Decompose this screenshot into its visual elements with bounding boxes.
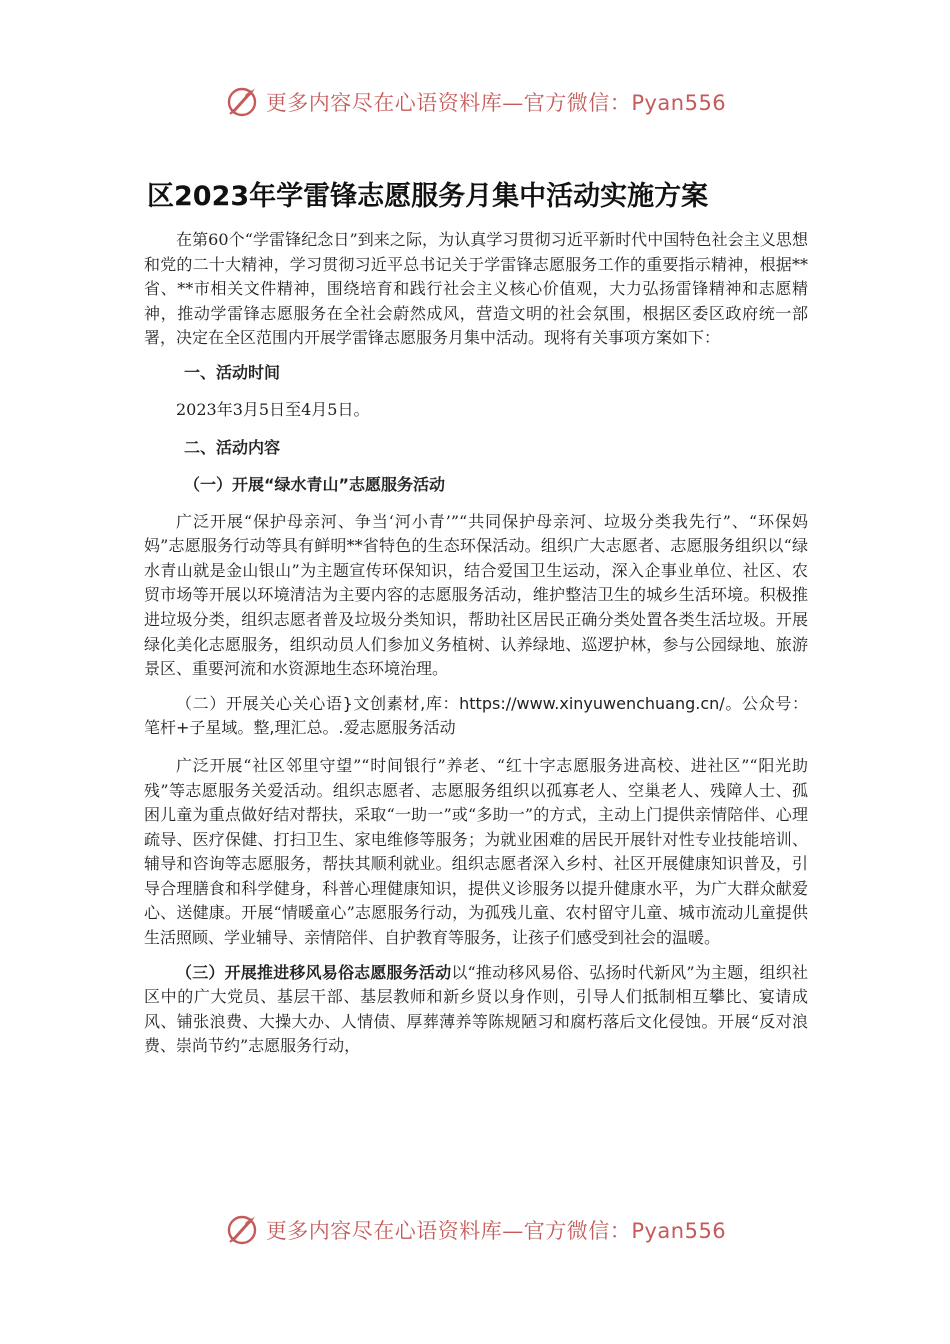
section-time-text: 2023年3月5日至4月5日。 — [176, 399, 370, 419]
document-title: 区2023年学雷锋志愿服务月集中活动实施方案 — [147, 181, 709, 212]
header-banner — [0, 82, 950, 122]
document-body — [144, 228, 808, 1059]
section-heading-content: 二、活动内容 — [184, 437, 281, 457]
banner-text: 更多内容尽在心语资料库—官方微信：Pyan556 — [265, 91, 727, 115]
footer-banner — [0, 1210, 950, 1250]
quill-logo-icon — [224, 84, 260, 120]
wechat-id: Pyan556 — [631, 91, 727, 115]
subsection-customs-text: 以“推动移风易俗、弘扬时代新风”为主题，组织社区中的广大党员、基层干部、基层教师和新乡贤以身作则，引导人们抵制相互攀比、宴请成风、铺张浪费、大操大办、人情债、厚葬薄养等陈规陋习和腐朽落后文化侵蚀。开展“反对浪费、崇尚节约”志愿服务行动， — [144, 962, 808, 1056]
subsection-heading-care: （二）开展关心关心语}文创素材,库：https://www.xinyuwenchuang.cn/。公众号：笔杆+子星域。整,理汇总。.爱志愿服务活动 — [144, 693, 808, 738]
banner-text: 更多内容尽在心语资料库—官方微信：Pyan556 — [265, 1219, 727, 1243]
intro-paragraph: 在第60个“学雷锋纪念日”到来之际，为认真学习贯彻习近平新时代中国特色社会主义思想和党的二十大精神，学习贯彻习近平总书记关于学雷锋志愿服务工作的重要指示精神，根据**省、**市相关文件精神，围绕培育和践行社会主义核心价值观，大力弘扬雷锋精神和志愿精神，推动学雷锋志愿服务在全社会蔚然成风，营造文明的社会氛围，根据区委区政府统一部署，决定在全区范围内开展学雷锋志愿服务月集中活动。现将有关事项方案如下： — [144, 230, 808, 348]
quill-logo-icon — [224, 1212, 260, 1248]
subsection-heading-green: （一）开展“绿水青山”志愿服务活动 — [184, 474, 446, 494]
subsection-care-text: 广泛开展“社区邻里守望”“时间银行”养老、“红十字志愿服务进高校、进社区”“阳光助残”等志愿服务关爱活动。组织志愿者、志愿服务组织以孤寡老人、空巢老人、残障人士、孤困儿童为重点做好结对帮扶，采取“一助一”或“多助一”的方式，主动上门提供亲情陪伴、心理疏导、医疗保健、打扫卫生、家电维修等服务；为就业困难的居民开展针对性专业技能培训、辅导和咨询等志愿服务，帮扶其顺利就业。组织志愿者深入乡村、社区开展健康知识普及，引导合理膳食和科学健身，科普心理健康知识，提供义诊服务以提升健康水平，为广大群众献爱心、送健康。开展“情暖童心”志愿服务行动，为孤残儿童、农村留守儿童、城市流动儿童提供生活照顾、学业辅导、亲情陪伴、自护教育等服务，让孩子们感受到社会的温暖。 — [144, 755, 808, 948]
wechat-id: Pyan556 — [631, 1219, 727, 1243]
subsection-green-text: 广泛开展“保护母亲河、争当‘河小青’”“共同保护母亲河、垃圾分类我先行”、“环保妈妈”志愿服务行动等具有鲜明**省特色的生态环保活动。组织广大志愿者、志愿服务组织以“绿水青山就是金山银山”为主题宣传环保知识，结合爱国卫生运动，深入企事业单位、社区、农贸市场等开展以环境清洁为主要内容的志愿服务活动，维护整洁卫生的城乡生活环境。积极推进垃圾分类，组织志愿者普及垃圾分类知识，帮助社区居民正确分类处置各类生活垃圾。开展绿化美化志愿服务，组织动员人们参加义务植树、认养绿地、巡逻护林，参与公园绿地、旅游景区、重要河流和水资源地生态环境治理。 — [144, 511, 808, 679]
section-heading-time: 一、活动时间 — [184, 362, 281, 382]
subsection-heading-customs: （三）开展推进移风易俗志愿服务活动 — [176, 962, 452, 982]
subsection-customs — [144, 961, 808, 1059]
